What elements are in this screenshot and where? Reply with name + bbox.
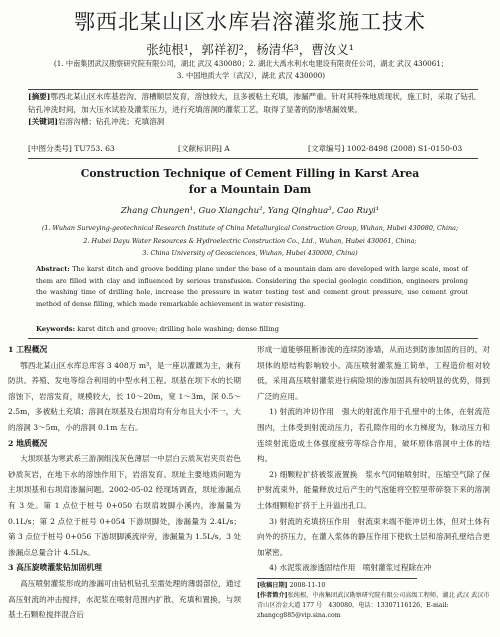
keywords-cn-label: [关键词] [28, 117, 58, 126]
clc-number: [中图分类号] TU753. 63 [28, 144, 115, 153]
body-paragraph: 鄂西北某山区水库总库容 3 408万 m³，是一座以灌溉为主，兼有防洪、养殖、发电等综合利用的中型水利工程。坝基在坝下水的长期溶蚀下，岩溶发育，规模较大，长 10～20m，宽 1～3m，深 0.5～2.5m，多被粘土充填；溶洞在坝基及右坝肩均有分布且大小不一，大的溶洞 3～5m，小的溶洞 0.1m 左右。 [8, 360, 241, 432]
affiliation-en-line: 2. Hubei Dayu Water Resources & Hydroelectric Construction Co., Ltd., Wuhan, Hubei 430061, China; [83, 236, 417, 245]
title-en-line: Construction Technique of Cement Filling in Karst Area [80, 167, 420, 180]
authors-cn: 张纯根¹，郭祥初²，杨清华³，曹汝义¹ [146, 42, 354, 57]
title-en-line: for a Mountain Dam [188, 183, 312, 196]
footnote [257, 581, 490, 621]
keywords-en-label: Keywords: [36, 325, 76, 333]
title-cn: 鄂西北某山区水库岩溶灌浆施工技术 [74, 10, 426, 34]
body-paragraph: 1) 射流的冲切作用 强大的射流作用于孔壁中的土体，在射流范围内，土体受到射流动压力，若孔隙作用的水力梯度为，脉动压力和连续射流造成土体强度疲劳等综合作用，破坏原体溶洞中土体的结构。 [257, 407, 490, 464]
body-paragraph: 大坝坝基为寒武系三游洞组浅灰色薄层一中层白云质灰岩夹页岩色砂质灰岩，在地下水的溶蚀作用下，岩溶发育。坝址主要地质问题为主坝坝基和右坝肩渗漏问题。2002-05-02 经现场调查，坝址渗漏点有 3 处。第 1 点位于桩号 0+050 右坝肩坡脚小溪内，渗漏量为 0.1L/s；第 2 点位于桩号 0+054 下游坝脚处，渗漏量为 2.4L/s；第 3 点位于桩号 0+056 下游坝脚溪流岸旁，渗漏量为 1.5L/s。3 处渗漏点总量合计 4.5L/s。 [8, 454, 241, 557]
body-paragraph: 2) 细颗粒扩挤被浆液置换 浆水气同轴喷射时，压缩空气除了保护射流束外，能量释放过后产生的气泡能将空腔里带碎裂下来的溶洞土体细颗粒扩挤于上升溢出孔口。 [257, 469, 490, 510]
section-heading: 1 工程概况 [8, 345, 48, 354]
body-paragraph: 4) 水泥浆液渗透固结作用 喷射灌浆过程除在冲 [269, 563, 432, 573]
title-en [0, 166, 500, 198]
keywords-cn-text: 岩溶沟槽；钻孔冲洗；充填溶洞 [57, 117, 165, 126]
body-paragraph: 高压喷射灌浆形成的渗漏可由钻机钻孔至需处理的薄弱部位，通过高压射流的冲击搅拌，水泥浆在喷射范围内扩散、充填和置换，与坝基土石颗粒搅拌混合后 [8, 578, 241, 620]
abstract-cn-text: 鄂西北某山区水库基岩沟、溶槽顺层发育，溶蚀较大，且多被粘土充填，渗漏严重。针对其特殊地质现状，施工时，采取了钻孔钻孔冲洗时间，加大压水试验及灌浆压力，进行充填溶洞的灌浆工艺，取得了显著的防渗堵漏效果。 [28, 92, 476, 114]
divider [28, 338, 478, 339]
abstract-cn-label: [摘要] [28, 92, 51, 101]
author-bio-label: [作者简介] [257, 592, 288, 599]
keywords-en [36, 325, 468, 333]
abstract-en-text: The karst ditch and groove bedding plane under the base of a mountain dam are developed with large scale, most of them are filled with clay and influenced by serious transfusion. Considering the special geologic condition, engineers prolong the washing time of drilling hole, increase the pressure in water testing test and cement grout pressure, use cement grout method of dense filling, which made remarkable achievement in water resisting. [36, 265, 468, 308]
received-label: [收稿日期] [257, 582, 288, 589]
affiliation-en-line: (1. Wuhan Surveying-geotechnical Research Institute of China Metallurgical Construction Group, Wuhan, Hubei 430080, China; [41, 224, 459, 232]
body-paragraph: 3) 射流的充填挤压作用 射流束末端不能冲切土体，但对土体有向外的挤压力，在灌入浆体的静压作用下使软土层和溶洞孔壁结合更加紧密。 [257, 516, 490, 557]
section-heading: 3 高压旋喷灌浆钻加固机理 [8, 563, 102, 573]
footnote-divider [257, 578, 417, 579]
abstract-en-label: Abstract: [36, 265, 70, 273]
affiliation-cn-line: (1. 中南集团武汉勘察研究院有限公司，湖北 武汉 430080；2. 湖北大禹水利水电建设有限责任公司，湖北 武汉 430061； [53, 59, 449, 68]
body-column-left [8, 342, 241, 623]
affiliations-cn [14, 58, 488, 82]
classification-row [28, 143, 478, 154]
affiliation-en-line: 3. China University of Geosciences, Wuhan, Hubei 430000, China) [142, 249, 358, 257]
document-code: [文献标识码] A [178, 144, 230, 153]
body-column-right [257, 342, 490, 576]
received-date: 2008-11-10 [289, 582, 326, 589]
body-paragraph: 形成一道能够阻断渗流的连续防渗墙，从而达到防渗加固的目的，对坝体的原结构影响较小。高压喷射灌浆施工简单，工程造价相对较低，采用高压喷射灌浆进行病险坝的渗加固具有较明显的优势，得到广泛的应用。 [257, 345, 490, 401]
affiliation-cn-line: 3. 中国地质大学（武汉），湖北 武汉 430000) [176, 71, 326, 80]
author-bio: 张纯根，中南集团武汉勘察研究院有限公司高级工程师，湖北 武汉 武汉市青山区冶金大道 177 号 430080，电话：13307116126，E-mail: zhangcg885@vip.sina.com [257, 592, 490, 619]
article-id: [文章编号] 1002-8498 (2008) S1-0150-03 [308, 144, 463, 153]
section-heading: 2 地质概况 [8, 438, 48, 448]
abstract-en [36, 264, 468, 310]
affiliations-en [20, 222, 480, 260]
abstract-cn [28, 91, 478, 129]
divider [28, 158, 478, 159]
keywords-en-text: karst ditch and groove; drilling hole washing; dense filling [77, 325, 280, 333]
authors-en: Zhang Chungen¹, Guo Xiangchu², Yang Qinghua³, Cao Ruyi¹ [120, 206, 380, 216]
divider [28, 89, 478, 90]
